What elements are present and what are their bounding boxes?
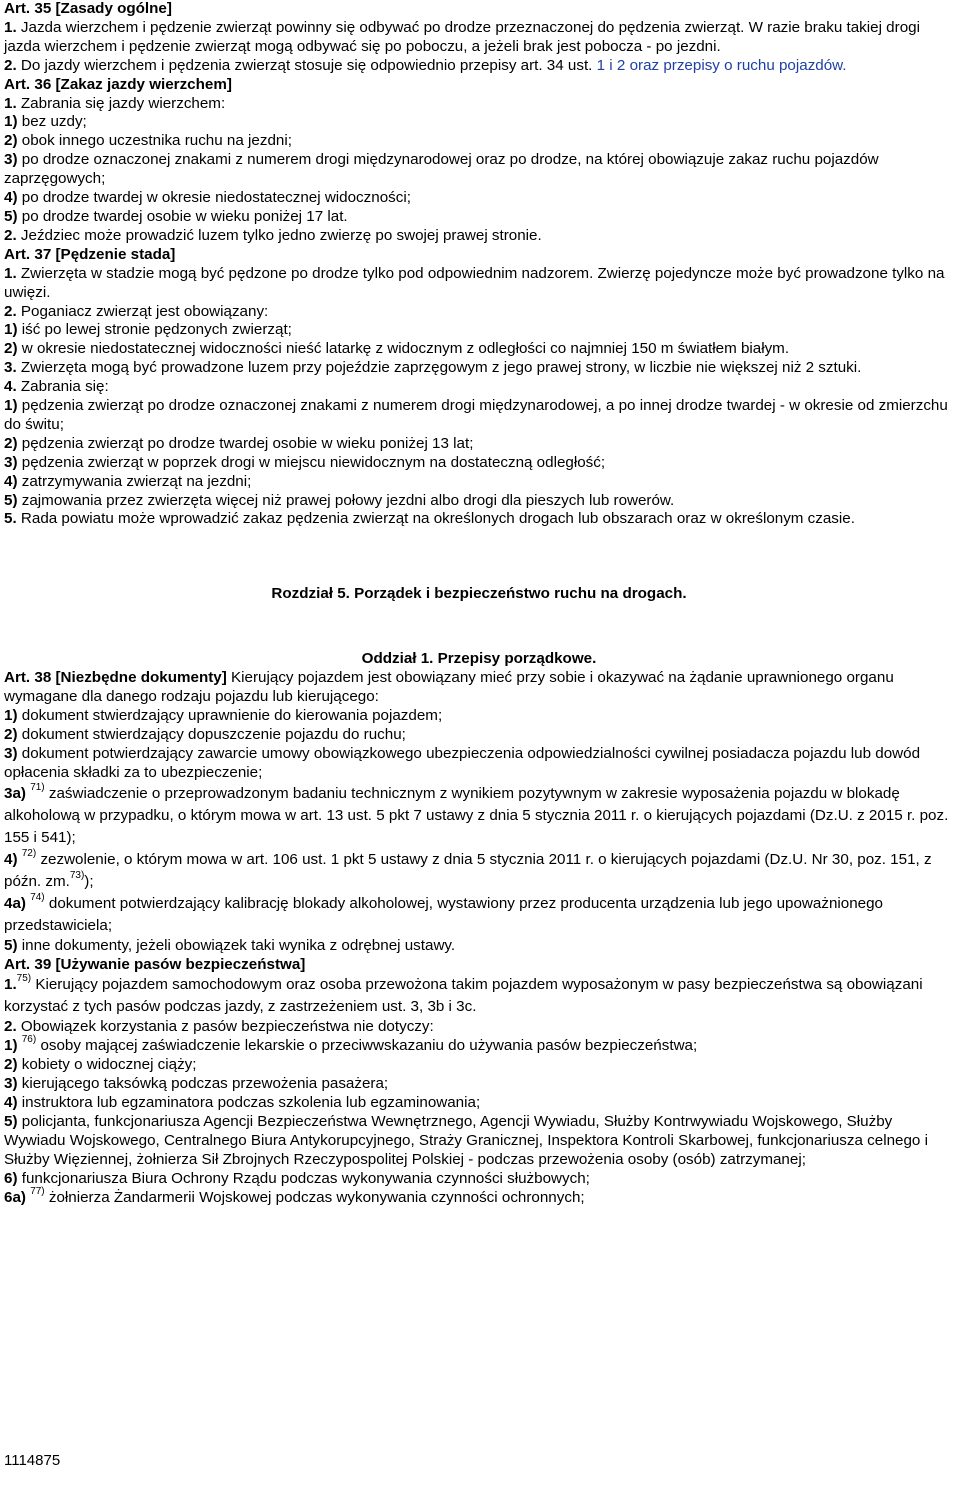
list-item: 4) po drodze twardej w okresie niedostatecznej widoczności; [4, 189, 411, 207]
list-item: 6a) $^{77)}$ żołnierza Żandarmerii Wojskowej podczas wykonywania czynności ochronnych; [4, 1185, 585, 1206]
list-item: 5) policjanta, funkcjonariusza Agencji Bezpieczeństwa Wewnętrznego, Agencji Wywiadu, Służby Kontrwywiadu Wojskowego, Służby Wywiadu Wojskowego, Centralnego Biura Antykorupcyjnego, Straży Granicznej, Inspektora Kontroli Skarbowej, funkcjonariusza celnego i Służby Więziennej, żołnierza Sił Zbrojnych Rzeczypospolitej Polskiej - podczas przewożenia osoby (osób) zatrzymanej; [4, 1112, 928, 1168]
list-item: 4) $^{72)}$ zezwolenie, o którym mowa w art. 106 ust. 1 pkt 5 ustawy z dnia 5 stycznia 2011 r. o kierujących pojazdami (Dz.U. Nr 30, poz. 151, z późn. zm.$^{73)}$); [4, 847, 932, 890]
list-item: 6) funkcjonariusza Biura Ochrony Rządu podczas wykonywania czynności służbowych; [4, 1169, 590, 1187]
art39-paragraph-1: 1.$^{75)}$ Kierujący pojazdem samochodowym oraz osoba przewożona takim pojazdem wyposażonym w pasy bezpieczeństwa są obowiązani korzystać z tych pasów podczas jazdy, z zastrzeżeniem ust. 3, 3b i 3c. [4, 973, 923, 1016]
list-item: 5) zajmowania przez zwierzęta więcej niż prawej połowy jezdni albo drogi dla pieszych lub rowerów. [4, 491, 675, 509]
list-item: 3a) $^{71)}$ zaświadczenie o przeprowadzonym badaniu technicznym z wynikiem pozytywnym w zakresie wyposażenia pojazdu w blokadę alkoholową w przypadku, o którym mowa w art. 13 ust. 5 pkt 7 ustawy z dnia 5 stycznia 2011 r. o kierujących pojazdami (Dz.U. z 2015 r. poz. 155 i 541); [4, 781, 949, 846]
footnote-ref[interactable]: 73) [69, 869, 85, 881]
art37-paragraph-1: 1. Zwierzęta w stadzie mogą być pędzone po drodze tylko pod odpowiednim nadzorem. Zwierzę pojedyncze może być prowadzone tylko na uwięzi. [4, 264, 945, 301]
art37-heading: Art. 37 [Pędzenie stada] [4, 245, 176, 263]
art37-paragraph-5: 5. Rada powiatu może wprowadzić zakaz pędzenia zwierząt na określonych drogach lub obszarach oraz w określonym czasie. [4, 510, 855, 528]
list-item: 3) dokument potwierdzający zawarcie umowy obowiązkowego ubezpieczenia odpowiedzialności cywilnej posiadacza pojazdu lub dowód opłacenia składki za to ubezpieczenie; [4, 744, 921, 781]
art35-paragraph-1: 1. Jazda wierzchem i pędzenie zwierząt powinny się odbywać po drodze przeznaczonej do pędzenia zwierząt. W razie braku takiej drogi jazda wierzchem i pędzenie zwierząt mogą odbywać się po poboczu, a jeżeli brak jest pobocza - po jezdni. [4, 18, 920, 55]
list-item: 2) dokument stwierdzający dopuszczenie pojazdu do ruchu; [4, 725, 406, 743]
list-item: 4) zatrzymywania zwierząt na jezdni; [4, 472, 252, 490]
section-heading: Oddział 1. Przepisy porządkowe. [361, 650, 597, 668]
art37-paragraph-2: 2. Poganiacz zwierząt jest obowiązany: [4, 302, 269, 320]
list-item: 1) dokument stwierdzający uprawnienie do kierowania pojazdem; [4, 707, 443, 724]
list-item: 1) $^{76)}$ osoby mającej zaświadczenie lekarskie o przeciwwskazaniu do używania pasów bezpieczeństwa; [4, 1034, 698, 1055]
document-id-footer: 1114875 [4, 1452, 61, 1469]
list-item: 5) po drodze twardej osobie w wieku poniżej 17 lat. [4, 207, 348, 225]
document-page [4, 0, 954, 1208]
art38-intro: Art. 38 [Niezbędne dokumenty] Kierujący pojazdem jest obowiązany mieć przy sobie i okazywać na żądanie uprawnionego organu wymagane dla danego rodzaju pojazdu lub kierującego: [4, 669, 894, 706]
list-item: 1) iść po lewej stronie pędzonych zwierząt; [4, 321, 292, 339]
art36-heading: Art. 36 [Zakaz jazdy wierzchem] [4, 75, 232, 93]
list-item: 2) obok innego uczestnika ruchu na jezdni; [4, 132, 292, 150]
footnote-ref[interactable]: 72) [21, 847, 37, 859]
art39-paragraph-2: 2. Obowiązek korzystania z pasów bezpieczeństwa nie dotyczy: [4, 1018, 434, 1036]
list-item: 2) pędzenia zwierząt po drodze twardej osobie w wieku poniżej 13 lat; [4, 434, 474, 452]
footnote-ref[interactable]: 75) [16, 973, 32, 985]
list-item: 2) w okresie niedostatecznej widoczności nieść latarkę z widocznym z odległości co najmniej 150 m światłem białym. [4, 340, 790, 358]
list-item: 5) inne dokumenty, jeżeli obowiązek taki wynika z odrębnej ustawy. [4, 936, 456, 954]
list-item: 3) po drodze oznaczonej znakami z numerem drogi międzynarodowej oraz po drodze, na której obowiązuje zakaz ruchu pojazdów zaprzęgowych; [4, 151, 879, 188]
list-item: 3) kierującego taksówką podczas przewożenia pasażera; [4, 1075, 389, 1093]
list-item: 4) instruktora lub egzaminatora podczas szkolenia lub egzaminowania; [4, 1094, 481, 1112]
list-item: 1) pędzenia zwierząt po drodze oznaczonej znakami z numerem drogi międzynarodowej, a po innej drodze twardej - w okresie od zmierzchu do świtu; [4, 397, 948, 433]
art36-paragraph-2: 2. Jeździec może prowadzić luzem tylko jedno zwierzę po swojej prawej stronie. [4, 226, 542, 244]
footnote-ref[interactable]: 76) [21, 1034, 37, 1046]
list-item: 4a) $^{74)}$ dokument potwierdzający kalibrację blokady alkoholowej, wystawiony przez producenta urządzenia lub jego upoważnionego przedstawiciela; [4, 891, 883, 934]
footnote-ref[interactable]: 74) [30, 891, 45, 903]
footnote-ref[interactable]: 77) [30, 1185, 45, 1197]
art34-reference-link[interactable]: 1 i 2 oraz przepisy o ruchu pojazdów. [596, 56, 847, 74]
art38-heading: Art. 38 [Niezbędne dokumenty] [4, 669, 227, 687]
art35-heading: Art. 35 [Zasady ogólne] [4, 0, 172, 17]
chapter-heading: Rozdział 5. Porządek i bezpieczeństwo ruchu na drogach. [271, 585, 687, 603]
art37-paragraph-3: 3. Zwierzęta mogą być prowadzone luzem przy pojeździe zaprzęgowym z jego prawej strony, w liczbie nie większej niż 2 sztuki. [4, 359, 862, 377]
art37-paragraph-4: 4. Zabrania się: [4, 378, 109, 396]
footnote-ref[interactable]: 71) [30, 781, 45, 793]
list-item: 3) pędzenia zwierząt w poprzek drogi w miejscu niewidocznym na dostateczną odległość; [4, 453, 606, 471]
art35-paragraph-2: 2. Do jazdy wierzchem i pędzenia zwierząt stosuje się odpowiednio przepisy art. 34 ust. 1 i 2 oraz przepisy o ruchu pojazdów. [4, 56, 847, 74]
list-item: 2) kobiety o widocznej ciąży; [4, 1056, 197, 1074]
art36-paragraph-1: 1. Zabrania się jazdy wierzchem: [4, 94, 226, 112]
art39-heading: Art. 39 [Używanie pasów bezpieczeństwa] [4, 955, 306, 973]
list-item: 1) bez uzdy; [4, 113, 87, 131]
